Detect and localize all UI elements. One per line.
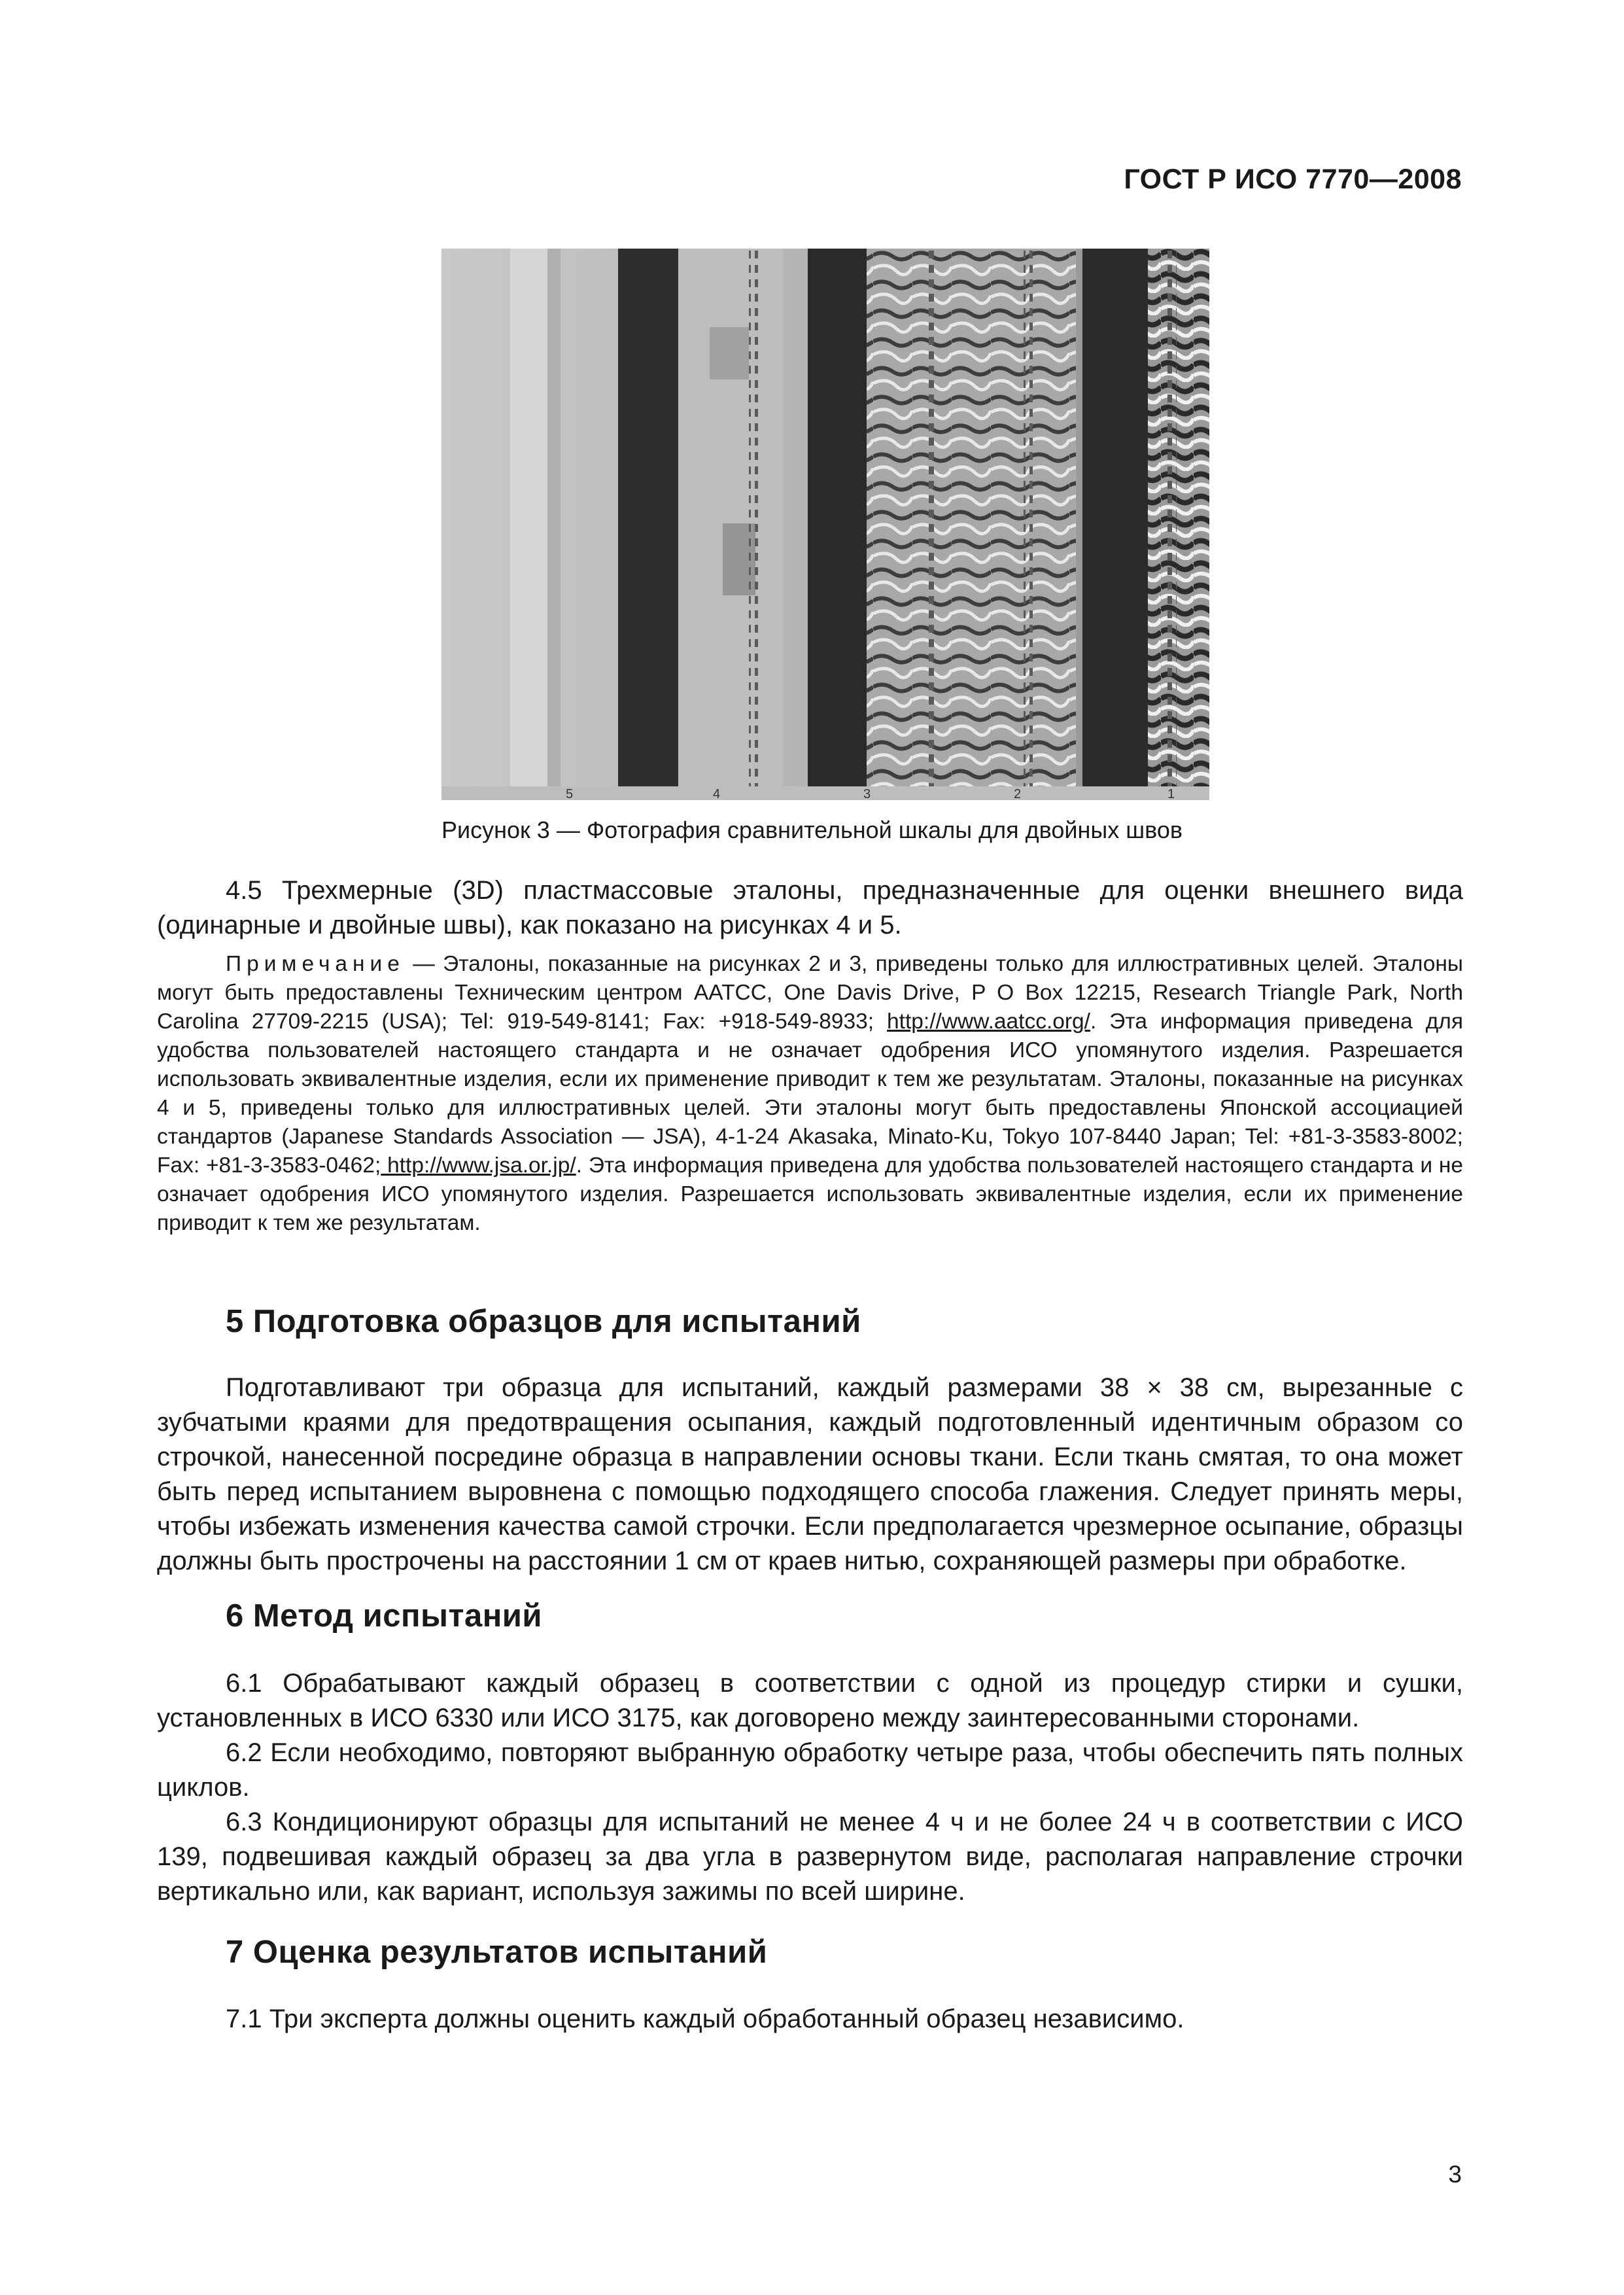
paragraph-6-2: 6.2 Если необходимо, повторяют выбранную обработку четыре раза, чтобы обеспечить пять полных циклов. xyxy=(157,1738,1463,1802)
figure-caption: Рисунок 3 — Фотография сравнительной шкалы для двойных швов xyxy=(441,816,1183,843)
scale-label-3: 3 xyxy=(863,787,871,800)
section-5-title: 5 Подготовка образцов для испытаний xyxy=(226,1304,861,1339)
section-6-body xyxy=(157,1666,1463,1909)
paragraph-4-5 xyxy=(157,873,1463,943)
paragraph-7-1: 7.1 Три эксперта должны оценить каждый обработанный образец независимо. xyxy=(226,2005,1184,2033)
note-text-2: . Эта информация приведена для удобства пользователей настоящего стандарта и не означает одобрения ИСО упомянутого изделия. Разрешается использовать эквивалентные изделия, если их применение приводит к тем же результатам. Эталоны, показанные на рисунках 4 и 5, приведены только для иллюстративных целей. Эти эталоны могут быть предоставлены Японской ассоциацией стандартов (Japanese Standards Association — JSA), 4-1-24 Akasaka, Minato-Ku, Tokyo 107-8440 Japan; Tel: +81-3-3583-8002; Fax: +81-3-3583-0462; xyxy=(157,1009,1463,1178)
note-text-3: . Эта информация приведена для удобства пользователей настоящего стандарта и не означает одобрения ИСО упомянутого изделия. Разрешается использовать эквивалентные изделия, если их применение приводит к тем же результатам. xyxy=(157,1153,1463,1235)
scale-label-1: 1 xyxy=(1167,787,1175,800)
seam-comparison-photo xyxy=(441,249,1209,800)
note-block xyxy=(157,950,1463,1238)
note-label: Примечание xyxy=(226,952,405,976)
fabric-photo-image xyxy=(441,249,1209,800)
aatcc-link[interactable]: http://www.aatcc.org/ xyxy=(887,1009,1090,1034)
page-number: 3 xyxy=(1448,2161,1462,2188)
document-header: ГОСТ Р ИСО 7770—2008 xyxy=(1124,164,1462,195)
section-7-body xyxy=(157,2002,1463,2037)
scale-label-5: 5 xyxy=(566,787,574,800)
paragraph-4-5-text: 4.5 Трехмерные (3D) пластмассовые эталоны, предназначенные для оценки внешнего вида (одинарные и двойные швы), как показано на рисунках 4 и 5. xyxy=(157,876,1463,939)
note-text-1: — Эталоны, показанные на рисунках 2 и 3, приведены только для иллюстративных целей. Эталоны могут быть предоставлены Техническим центром AATCC, One Davis Drive, P O Box 12215, Research Triangle Park, North Carolina 27709-2215 (USA); Tel: 919-549-8141; Fax: +918-549-8933; xyxy=(157,952,1463,1034)
jsa-link[interactable]: http://www.jsa.or.jp/ xyxy=(381,1153,576,1178)
section-6-title: 6 Метод испытаний xyxy=(226,1598,543,1634)
scale-label-2: 2 xyxy=(1014,787,1022,800)
scale-label-4: 4 xyxy=(713,787,721,800)
paragraph-6-1: 6.1 Обрабатывают каждый образец в соответствии с одной из процедур стирки и сушки, установленных в ИСО 6330 или ИСО 3175, как договорено между заинтересованными сторонами. xyxy=(157,1669,1463,1732)
section-5-body xyxy=(157,1371,1463,1579)
section-7-title: 7 Оценка результатов испытаний xyxy=(226,1935,768,1970)
paragraph-6-3: 6.3 Кондиционируют образцы для испытаний не менее 4 ч и не более 24 ч в соответствии с ИСО 139, подвешивая каждый образец за два угла в развернутом виде, располагая направление строчки вертикально или, как вариант, используя зажимы по всей ширине. xyxy=(157,1808,1463,1906)
section-5-paragraph: Подготавливают три образца для испытаний, каждый размерами 38 × 38 см, вырезанные с зубчатыми краями для предотвращения осыпания, каждый подготовленный идентичным образом со строчкой, нанесенной посредине образца в направлении основы ткани. Если ткань смятая, то она может быть перед испытанием выровнена с помощью подходящего способа глажения. Следует принять меры, чтобы избежать изменения качества самой строчки. Если предполагается чрезмерное осыпание, образцы должны быть прострочены на расстоянии 1 см от краев нитью, сохраняющей размеры при обработке. xyxy=(157,1373,1463,1575)
